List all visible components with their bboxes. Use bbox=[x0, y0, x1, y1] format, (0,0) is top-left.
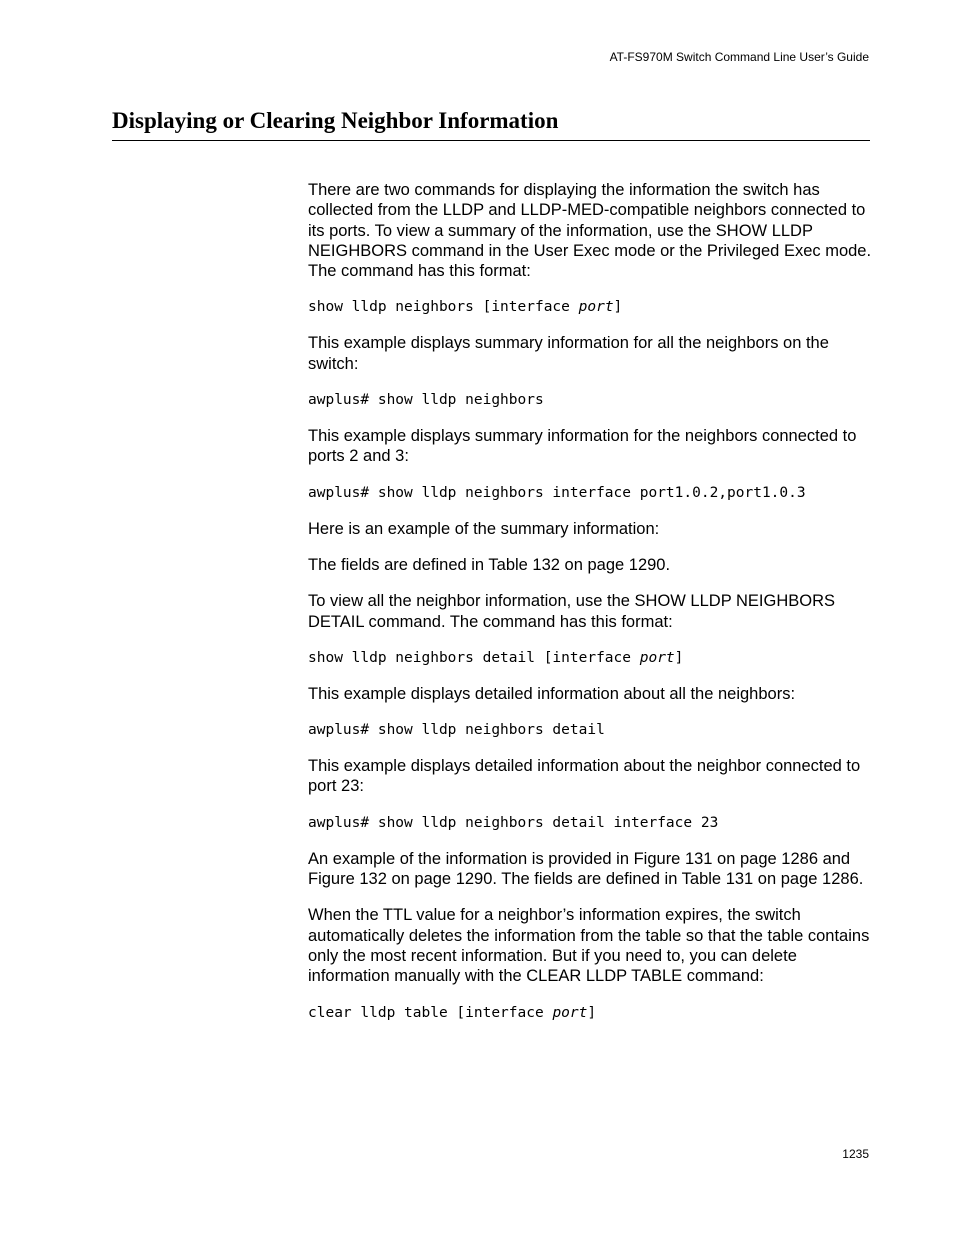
code-argument: port bbox=[639, 649, 675, 666]
command-syntax-detail bbox=[308, 648, 873, 668]
code-argument: port bbox=[552, 1004, 588, 1021]
body-content bbox=[308, 180, 873, 1039]
detail-all-paragraph: This example displays detailed information about all the neighbors: bbox=[308, 684, 796, 703]
command-example-detail-port: awplus# show lldp neighbors detail interface 23 bbox=[308, 814, 719, 831]
code-argument: port bbox=[578, 299, 614, 316]
page-number: 1235 bbox=[842, 1147, 869, 1161]
code-text: show lldp neighbors [interface bbox=[308, 299, 579, 316]
detail-intro-paragraph: To view all the neighbor information, use the SHOW LLDP NEIGHBORS DETAIL command. The command has this format: bbox=[308, 592, 836, 631]
summary-example-paragraph: Here is an example of the summary information: bbox=[308, 519, 660, 538]
code-text: clear lldp table [interface bbox=[308, 1004, 553, 1021]
section-title: Displaying or Clearing Neighbor Information bbox=[112, 108, 559, 133]
command-example-detail: awplus# show lldp neighbors detail bbox=[308, 722, 605, 739]
title-rule bbox=[112, 140, 870, 141]
intro-paragraph: There are two commands for displaying the information the switch has collected from the LLDP and LLDP-MED-compatible neighbors connected to its ports. To view a summary of the information, use the SHOW LLDP NEIGHBORS command in the User Exec mode or the Privileged Exec mode. The command has this format: bbox=[308, 181, 872, 281]
code-text: show lldp neighbors detail [interface bbox=[308, 649, 640, 666]
command-example-ports: awplus# show lldp neighbors interface port1.0.2,port1.0.3 bbox=[308, 484, 806, 501]
detail-port-paragraph: This example displays detailed information about the neighbor connected to port 23: bbox=[308, 757, 861, 796]
command-syntax-neighbors bbox=[308, 297, 873, 317]
code-suffix: ] bbox=[613, 299, 623, 316]
figure-reference-paragraph: An example of the information is provided in Figure 131 on page 1286 and Figure 132 on page 1290. The fields are defined in Table 131 on page 1286. bbox=[308, 849, 864, 889]
ttl-paragraph: When the TTL value for a neighbor’s information expires, the switch automatically deletes the information from the table so that the table contains only the most recent information. But if you need to, you can delete information manually with the CLEAR LLDP TABLE command: bbox=[308, 906, 870, 986]
example-all-neighbors-paragraph: This example displays summary information for all the neighbors on the switch: bbox=[308, 334, 829, 373]
code-suffix: ] bbox=[587, 1004, 597, 1021]
fields-reference-paragraph: The fields are defined in Table 132 on page 1290. bbox=[308, 555, 671, 574]
command-syntax-clear bbox=[308, 1003, 873, 1023]
example-ports-paragraph: This example displays summary information for the neighbors connected to ports 2 and 3: bbox=[308, 427, 857, 466]
running-header: AT-FS970M Switch Command Line User’s Guide bbox=[609, 50, 869, 64]
code-suffix: ] bbox=[674, 649, 684, 666]
command-example-all-neighbors: awplus# show lldp neighbors bbox=[308, 392, 544, 409]
